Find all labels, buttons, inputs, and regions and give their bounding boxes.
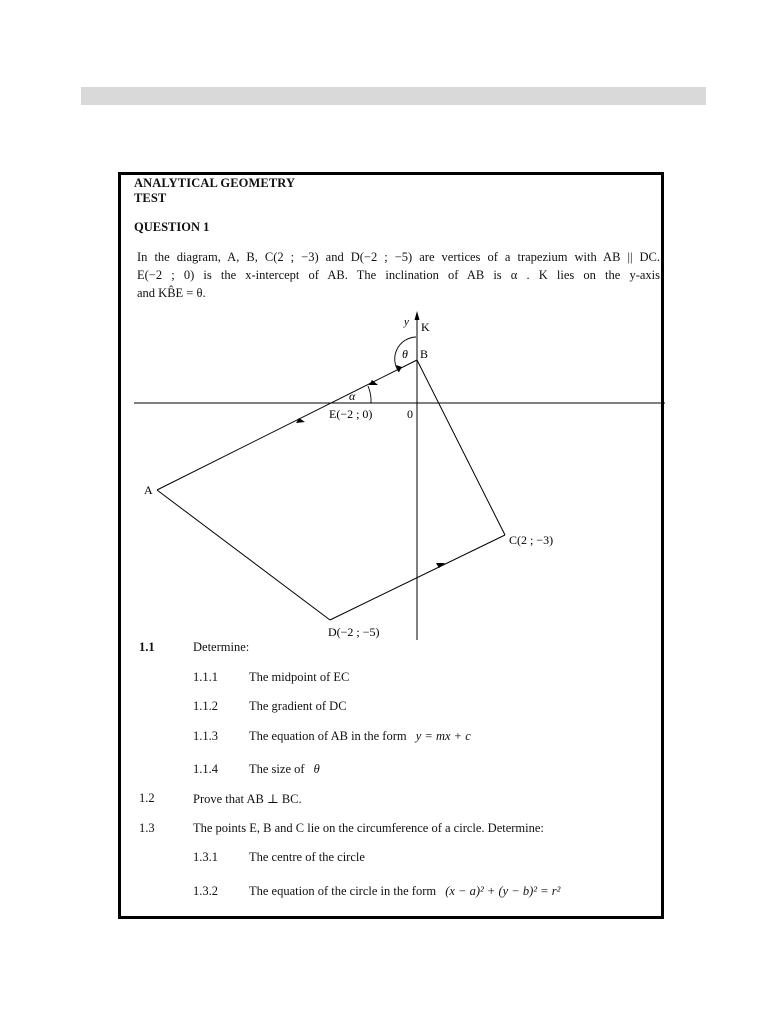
question-1-2-text: Prove that AB ⊥ BC. bbox=[193, 792, 302, 806]
test-title-line2: TEST bbox=[134, 191, 167, 205]
alpha-arc bbox=[368, 386, 371, 403]
question-1-1-1-text: The midpoint of EC bbox=[249, 670, 350, 684]
question-1-1-3-number: 1.1.3 bbox=[193, 729, 218, 743]
question-1-3-2-formula: (x − a)² + (y − b)² = r² bbox=[445, 884, 561, 898]
intro-line-2: E(−2 ; 0) is the x-intercept of AB. The inclination of AB is α . K lies on the y-axis bbox=[137, 268, 660, 282]
parallel-arrow-dc bbox=[436, 563, 445, 568]
y-axis-arrow bbox=[415, 311, 420, 320]
line-ab bbox=[157, 360, 417, 490]
point-c-label: C(2 ; −3) bbox=[509, 533, 554, 547]
test-title-line1: ANALYTICAL GEOMETRY bbox=[134, 176, 296, 190]
question-1-3-2-text bbox=[249, 884, 560, 899]
intro-line-3: and KB̂E = θ. bbox=[137, 286, 206, 300]
question-1-1-4-formula: θ bbox=[313, 762, 320, 776]
question-1-3-2-number: 1.3.2 bbox=[193, 884, 218, 898]
line-da bbox=[157, 490, 330, 620]
question-1-1-number: 1.1 bbox=[139, 640, 155, 654]
origin-label: 0 bbox=[407, 407, 413, 421]
question-1-1-4-text bbox=[249, 762, 320, 777]
question-1-1-4-number: 1.1.4 bbox=[193, 762, 218, 776]
theta-label: θ bbox=[402, 347, 408, 361]
question-1-3-number: 1.3 bbox=[139, 821, 155, 835]
question-1-3-1-number: 1.3.1 bbox=[193, 850, 218, 864]
question-1-1-3-formula: y = mx + c bbox=[415, 729, 471, 743]
y-axis-label: y bbox=[404, 316, 409, 328]
question-1-2-number: 1.2 bbox=[139, 791, 155, 805]
question-1-3-text: The points E, B and C lie on the circumference of a circle. Determine: bbox=[193, 821, 544, 835]
question-1-3-2-words: The equation of the circle in the form bbox=[249, 884, 437, 898]
alpha-label: α bbox=[349, 389, 356, 403]
point-b-label: B bbox=[420, 347, 429, 361]
point-d-label: D(−2 ; −5) bbox=[328, 625, 380, 639]
intro-line-1: In the diagram, A, B, C(2 ; −3) and D(−2 ; −5) are vertices of a trapezium with AB || DC. bbox=[137, 250, 660, 264]
line-bc bbox=[417, 360, 505, 535]
question-1-1-1-number: 1.1.1 bbox=[193, 670, 218, 684]
point-k-label: K bbox=[421, 320, 430, 334]
question-1-3-1-text: The centre of the circle bbox=[249, 850, 365, 864]
question-1-1-3-text bbox=[249, 729, 471, 744]
point-e-label: E(−2 ; 0) bbox=[329, 407, 373, 421]
question-1-1-2-text: The gradient of DC bbox=[249, 699, 347, 713]
question-1-1-3-words: The equation of AB in the form bbox=[249, 729, 407, 743]
parallel-arrow-ab-2 bbox=[369, 380, 378, 385]
question-1-1-4-words: The size of bbox=[249, 762, 305, 776]
question-1-1-text: Determine: bbox=[193, 640, 250, 654]
question-heading: QUESTION 1 bbox=[134, 220, 210, 234]
question-1-1-2-number: 1.1.2 bbox=[193, 699, 218, 713]
point-a-label: A bbox=[144, 483, 153, 497]
